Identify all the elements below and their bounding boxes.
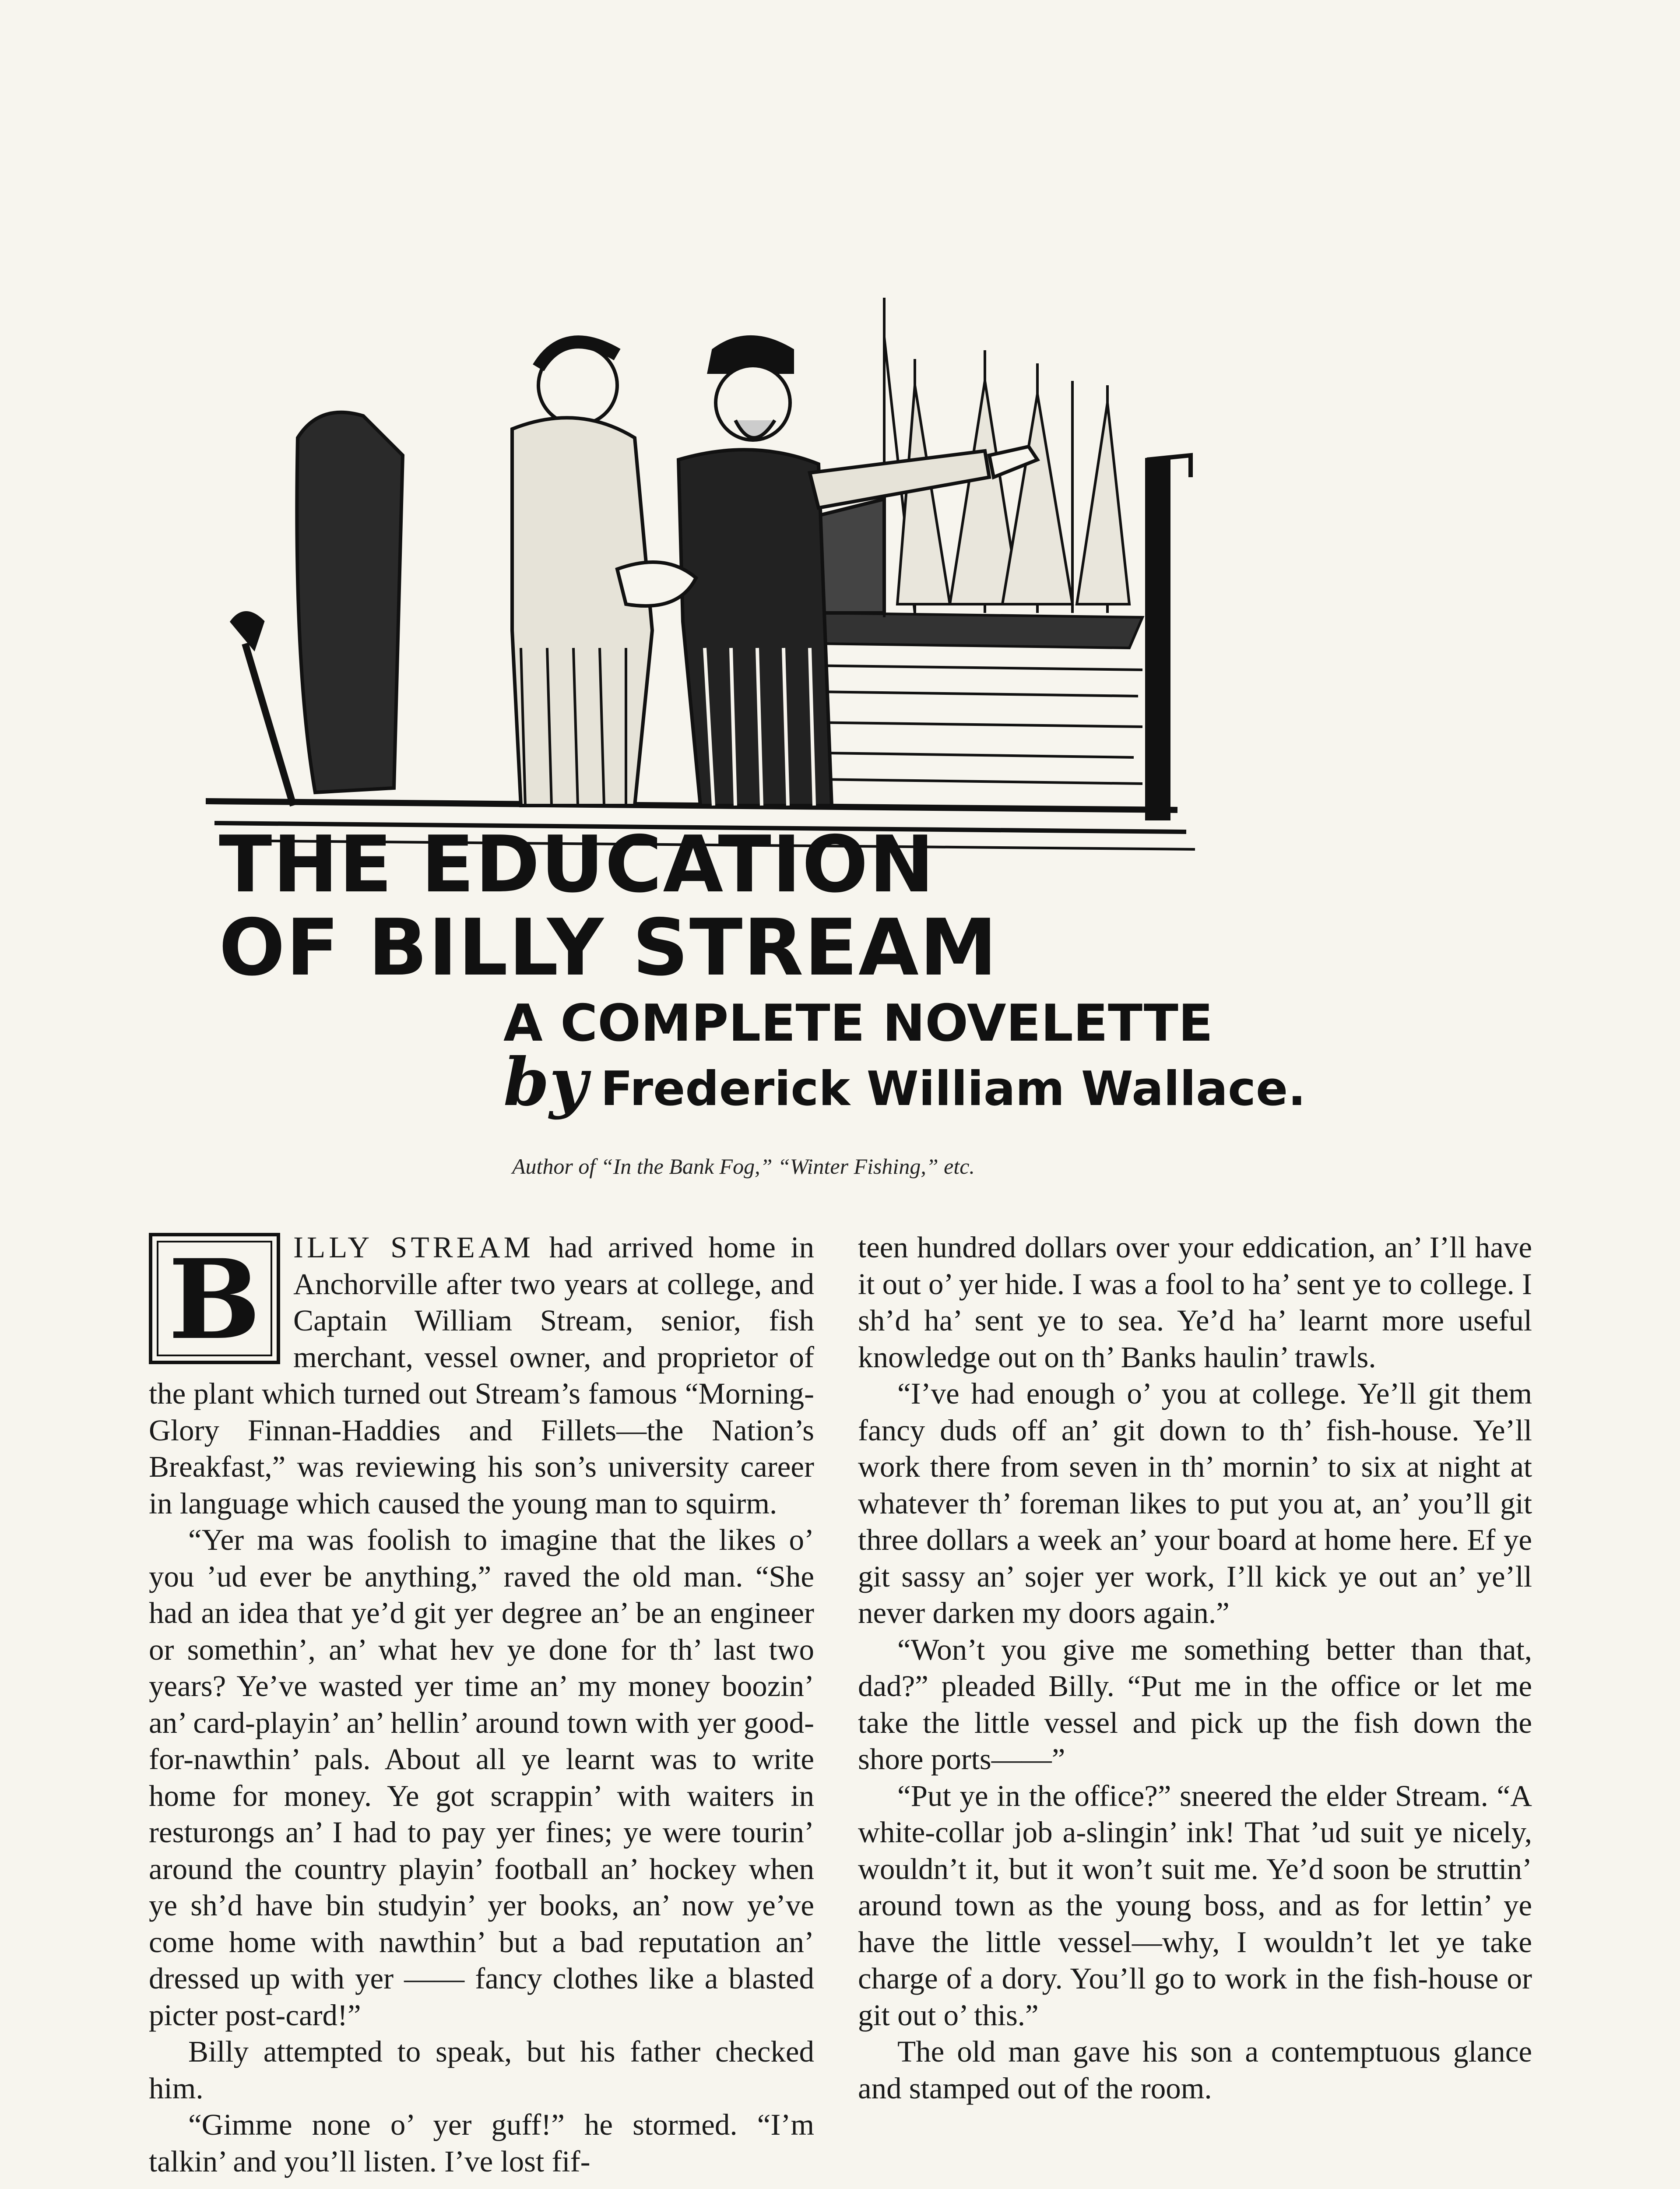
story-title [219, 819, 1007, 993]
paragraph-4: “Gimme none o’ yer guff!” he stormed. “I’m talkin’ and you’ll listen. I’ve lost fif- [149, 2108, 814, 2178]
text-column-right [858, 1229, 1532, 2107]
author-name: Frederick William Wallace. [601, 1062, 1306, 1116]
paragraph-1-text: had arrived home in Anchorville after two years at college, and Captain William Stream, senior, fish merchant, vessel owner, and proprietor of the plant which turned out Stream’s famous “Morning-Glory Finnan-Haddies and Fillets—the Nation’s Breakfast,” was reviewing his son’s university career in language which caused the young man to squirm. [149, 1231, 814, 1520]
paragraph-6: “I’ve had enough o’ you at college. Ye’ll git them fancy duds off an’ git down to th’ fish-house. Ye’ll work there from seven in th’ mornin’ to six at night at whatever th’ foreman likes to put you at, an’ you’ll git three dollars a week an’ your board at home here. Ef ye git sassy an’ sojer yer work, I’ll kick ye out an’ ye’ll never darken my doors again.” [858, 1377, 1532, 1629]
title-line-2: OF BILLY STREAM [219, 902, 998, 993]
dropcap-letter: B [168, 1235, 261, 1364]
paragraph-9: The old man gave his son a contemptuous glance and stamped out of the room. [858, 2035, 1532, 2105]
opening-words: ILLY STREAM [293, 1231, 534, 1264]
novelette-label: A COMPLETE NOVELETTE [503, 994, 1213, 1053]
author-credits: Author of “In the Bank Fog,” “Winter Fishing,” etc. [512, 1154, 975, 1179]
paragraph-7: “Won’t you give me something better than that, dad?” pleaded Billy. “Put me in the office or let me take the little vessel and pick up the fish down the shore ports——” [858, 1633, 1532, 1776]
paragraph-2: “Yer ma was foolish to imagine that the likes o’ you ’ud ever be anything,” raved the old man. “She had an idea that ye’d git yer degree an’ be an engineer or somethin’, an’ what hev ye done for th’ last two years? Ye’ve wasted yer time an’ my money boozin’ an’ card-playin’ an’ hellin’ around town with yer good-for-nawthin’ pals. About all ye learnt was to write home for money. Ye got scrappin’ with waiters in resturongs an’ I had to pay yer fines; ye were tourin’ around the country playin’ football an’ hockey when ye sh’d have bin studyin’ yer books, an’ now ye’ve come home with nawthin’ but a bad reputation an’ dressed up with yer —— fancy clothes like a blasted picter post-card!” [149, 1523, 814, 2032]
by-word: by [503, 1044, 588, 1121]
title-line-1: THE EDUCATION [219, 819, 935, 910]
paragraph-8: “Put ye in the office?” sneered the elder Stream. “A white-collar job a-slingin’ ink! That ’ud suit ye nicely, wouldn’t it, but it won’t suit me. Ye’d soon be struttin’ around town as the young boss, and as for lettin’ ye have the little vessel—why, I wouldn’t let ye take charge of a dory. You’ll go to work in the fish-house or git out o’ this.” [858, 1779, 1532, 2032]
byline-block [503, 994, 1379, 1119]
dropcap-b [149, 1233, 280, 1364]
paragraph-3: Billy attempted to speak, but his father checked him. [149, 2035, 814, 2105]
text-column-left [149, 1229, 814, 2180]
header-illustration [206, 271, 1484, 876]
paragraph-5: teen hundred dollars over your eddication, an’ I’ll have it out o’ yer hide. I was a fool to ha’ sent ye to college. I sh’d ha’ sent ye to sea. Ye’d ha’ learnt more useful knowledge out on th’ Banks haulin’ trawls. [858, 1231, 1532, 1374]
byline [503, 1044, 1379, 1121]
